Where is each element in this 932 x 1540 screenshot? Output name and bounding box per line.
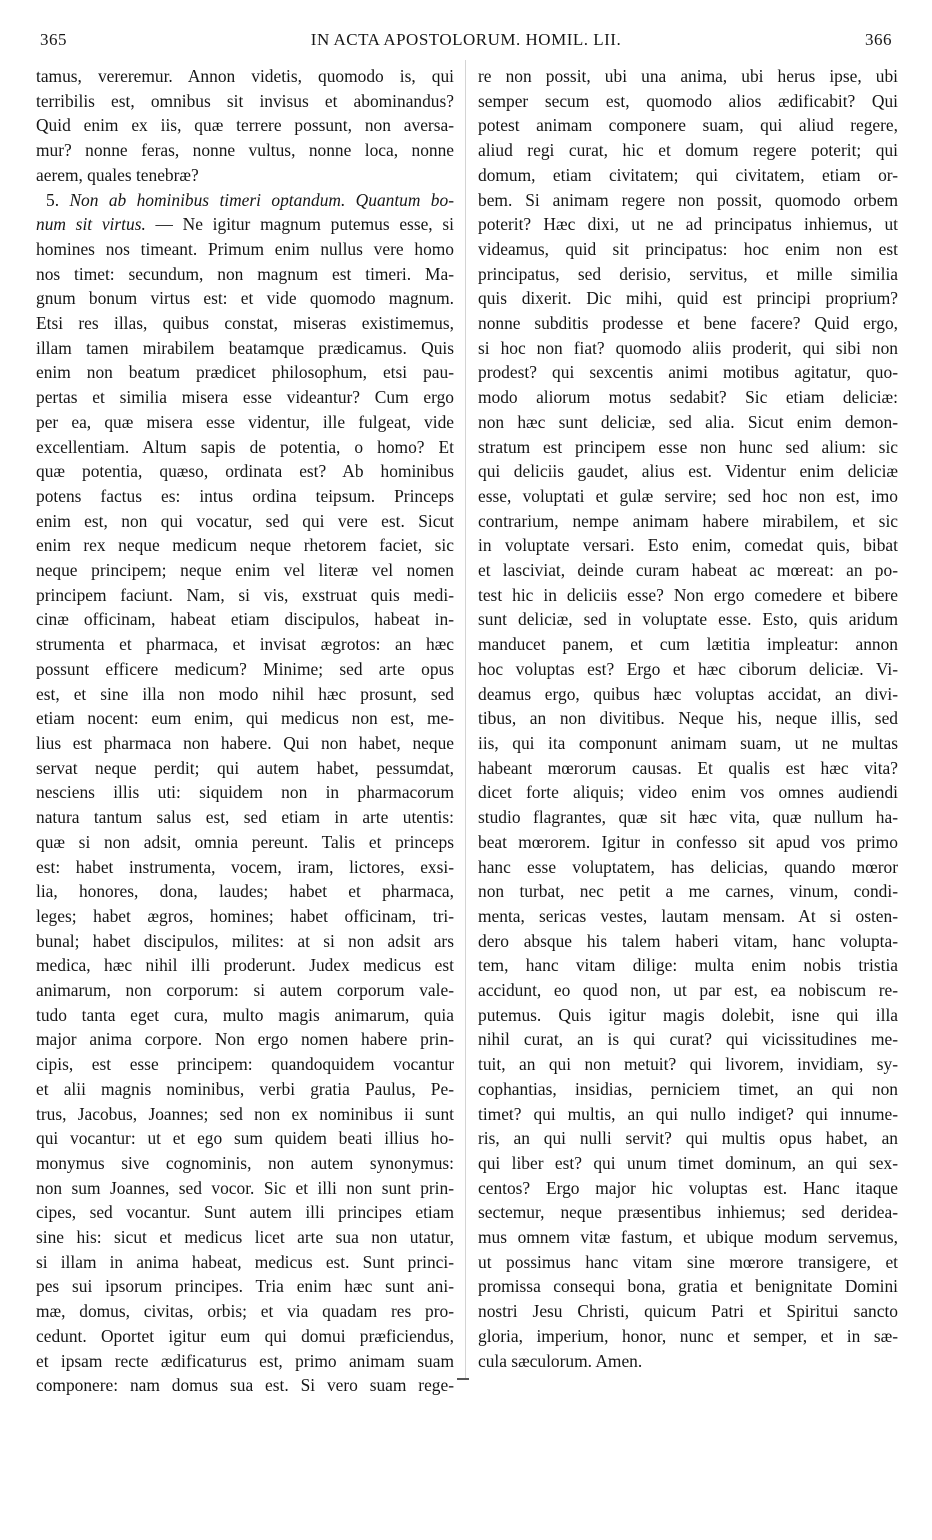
text-line: cipis, est esse principem: quandoquidem vocantur [36, 1054, 454, 1075]
text-line: lius est pharmaca non habere. Qui non habet, neque [36, 732, 454, 753]
text-line: servat neque perdit; qui autem habet, pessumdat, [36, 757, 454, 778]
text-line: Quid enim ex iis, quæ terrere possunt, non aversa- [36, 115, 454, 136]
text-line: non turbat, nec petit a me carnes, vinum, condi- [478, 881, 898, 902]
text-line: componere: nam domus sua est. Si vero suam rege- [36, 1375, 454, 1396]
text-line: aliud regi curat, hic et domum regere poterit; qui [478, 140, 898, 161]
text-line: illam tamen mirabilem beatamque prædicamus. Quis [36, 337, 454, 358]
text-line: homines nos timeant. Primum enim nullus vere homo [36, 238, 454, 259]
section-title-cont: num sit virtus. [36, 214, 146, 235]
text-line: contrarium, nempe animam habere mirabilem, et sic [478, 510, 898, 531]
text-line: quis dixerit. Dic mihi, quid est principi proprium? [478, 288, 898, 309]
text-line: dero absque his talem haberi vitam, hanc volupta- [478, 930, 898, 951]
text-line: cophantias, insidias, perniciem timet, an qui non [478, 1078, 898, 1099]
text-line: prodest? qui sexcentis animi motibus agitatur, quo- [478, 362, 898, 383]
text-line: per ea, quæ misera esse videntur, ille fulgeat, vide [36, 411, 454, 432]
section-number: 5. [46, 189, 60, 210]
text-line: tudo tanta eget cura, multo magis animarum, quia [36, 1004, 454, 1025]
text-line: pertas et similia misera esse videantur? Cum ergo [36, 387, 454, 408]
text-line: sine his: sicut et medicus licet arte sua non utatur, [36, 1227, 454, 1248]
text-line: cedunt. Oportet igitur eum qui domui præficiendus, [36, 1325, 454, 1346]
running-head [36, 30, 896, 54]
text-line: nonne subditis prodesse et bene facere? Quid ergo, [478, 313, 898, 334]
text-line: test hic in deliciis esse? Non ergo comedere et bibere [478, 584, 898, 605]
text-line: nihil curat, an is qui curat? qui vicissitudines me- [478, 1029, 898, 1050]
text-line: ut possimus hanc vitam sine mœrore transigere, et [478, 1251, 898, 1272]
text-line: etiam nocent: eum enim, qui medicus non est, me- [36, 708, 454, 729]
text-line: tem, hanc vitam dilige: multa enim nobis tristia [478, 955, 898, 976]
text-line: esse, voluptati et gulæ servire; sed hoc non est, imo [478, 485, 898, 506]
text-line: animarum, non corporum: si autem corporum vale- [36, 980, 454, 1001]
text-line: hoc voluptas est? Ergo et hæc ciborum deliciæ. Vi- [478, 658, 898, 679]
text-line: domum, etiam civitatem; qui civitatem, etiam or- [478, 164, 898, 185]
text-line: mur? nonne feras, nonne vultus, nonne loca, nonne [36, 140, 454, 161]
text-line: est: habet instrumenta, vocem, iram, lictores, exsi- [36, 856, 454, 877]
running-title: IN ACTA APOSTOLORUM. HOMIL. LII. [310, 30, 622, 49]
text-line: promissa consequi bona, gratia et benignitate Domini [478, 1276, 898, 1297]
text-line: nos timet: secundum, non magnum est timeri. Ma- [36, 263, 454, 284]
text-line: est, et sine illa non modo nihil hæc prosunt, sed [36, 683, 454, 704]
text-line: principem faciunt. Nam, si vis, exstruat quis medi- [36, 584, 454, 605]
text-line: deamus ergo, quibus hæc voluptas accidat, an divi- [478, 683, 898, 704]
text-line: excellentiam. Altum sapis de potentia, o homo? Et [36, 436, 454, 457]
text-line [36, 212, 454, 237]
text-line: modo aliorum motus sedabit? Sic etiam deliciæ: [478, 387, 898, 408]
text-line: et alii magnis nominibus, verbi gratia Paulus, Pe- [36, 1078, 454, 1099]
text-line: medica, hæc nihil illi proderunt. Judex medicus est [36, 955, 454, 976]
section-title: Non ab hominibus timeri optandum. Quantum bo- [69, 189, 454, 210]
text-line: beat mœrorem. Igitur in confesso sit apud vos primo [478, 831, 898, 852]
text-line: nostri Jesu Christi, quicum Patri et Spiritui sancto [478, 1301, 898, 1322]
text-line: aerem, quales tenebræ? [36, 164, 199, 185]
text-line: qui liber est? qui unum timet dominum, an qui sex- [478, 1152, 898, 1173]
text-line: Etsi res illas, quibus constat, miseras existimemus, [36, 313, 454, 334]
text-line: quæ potentia, quæso, ordinata est? Ab hominibus [36, 461, 454, 482]
text-line: tuit, an qui non metuit? qui livorem, invidiam, sy- [478, 1054, 898, 1075]
text-line: major anima corpore. Non ergo nomen habere prin- [36, 1029, 454, 1050]
left-column [36, 64, 454, 1396]
text-line-rest: — Ne igitur magnum putemus esse, si [145, 214, 454, 235]
text-line: neque principem; neque enim vel literæ vel nomen [36, 560, 454, 581]
text-line: natura tantum salus est, sed etiam in arte utentis: [36, 807, 454, 828]
text-line: enim non beatum prædicet philosophum, etsi pau- [36, 362, 454, 383]
column-divider [465, 60, 466, 1380]
text-line: centos? Ergo major hic voluptas est. Hanc itaque [478, 1177, 898, 1198]
text-line: tibus, an non divitibus. Neque his, neque illis, sed [478, 708, 898, 729]
text-line: qui vocantur: ut et ego sum quidem beati illius ho- [36, 1128, 454, 1149]
text-line: lia, honores, dona, laudes; habet et pharmaca, [36, 881, 454, 902]
text-line: ris, an qui nulli servit? qui multis opus habet, an [478, 1128, 898, 1149]
text-line: si illam in anima habeat, medicus est. Sunt princi- [36, 1251, 454, 1272]
text-line: manducet panem, et cum lætitia impleatur: annon [478, 634, 898, 655]
text-line: nesciens illis uti: siquidem non in pharmacorum [36, 782, 454, 803]
text-line: enim est, non qui vocatur, sed qui vere est. Sicut [36, 510, 454, 531]
text-line: putemus. Quis igitur magis dolebit, isne qui illa [478, 1004, 898, 1025]
text-line: cinæ officinam, habeat etiam discipulos, habeat in- [36, 609, 454, 630]
text-line: et ipsam recte ædificaturus est, primo animam suam [36, 1350, 454, 1371]
text-line: quæ si non adsit, omnia pereunt. Talis et princeps [36, 831, 454, 852]
text-line: gnum bonum virtus est: et vide quomodo magnum. [36, 288, 454, 309]
text-line: si hoc non fiat? quomodo aliis proderit, qui sibi non [478, 337, 898, 358]
text-line: habeant mœrorum causas. Et qualis est hæc vita? [478, 757, 898, 778]
text-line: timet? qui multis, an qui nullo indiget? qui innume- [478, 1103, 898, 1124]
text-line: poterit? Hæc dixi, ut ne ad principatus inhiemus, ut [478, 214, 898, 235]
text-line: sectemur, neque præsentibus inhiemus; sed deridea- [478, 1202, 898, 1223]
text-line: mæ, domus, civitas, orbis; et via quadam res pro- [36, 1301, 454, 1322]
page-number-left: 365 [40, 30, 67, 49]
text-line: gloria, imperium, honor, nunc et semper, et in sæ- [478, 1325, 898, 1346]
text-line: cula sæculorum. Amen. [478, 1350, 643, 1371]
text-line: menta, sericas vestes, lautam mensam. At si osten- [478, 905, 898, 926]
text-line: bem. Si animam regere non possit, quomodo orbem [478, 189, 898, 210]
text-line: strumenta et pharmaca, et invisat ægrotos: an hæc [36, 634, 454, 655]
text-line [36, 188, 454, 213]
text-line: terribilis est, omnibus sit invisus et abominandus? [36, 90, 454, 111]
page-mark [457, 1378, 469, 1380]
text-line: videamus, quid sit principatus: hoc enim non est [478, 238, 898, 259]
text-line: bunal; habet discipulos, milites: at si non adsit ars [36, 930, 454, 951]
text-line: sunt deliciæ, sed in voluptate esse. Esto, quis aridum [478, 609, 898, 630]
text-line: potest animam componere suam, qui aliud regere, [478, 115, 898, 136]
text-line: semper secum est, quomodo alios ædificabit? Qui [478, 90, 898, 111]
text-line: monymus sive cognominis, non autem synonymus: [36, 1152, 454, 1173]
text-line: dicet forte aliquis; video enim vos omnes audiendi [478, 782, 898, 803]
text-line: trus, Jacobus, Joannes; sed non ex nominibus ii sunt [36, 1103, 454, 1124]
text-line: pes sui ipsorum principes. Tria enim hæc sunt ani- [36, 1276, 454, 1297]
text-line: in voluptate versari. Esto enim, comedat quis, bibat [478, 535, 898, 556]
text-line: qui deliciis gaudet, alius est. Videntur enim deliciæ [478, 461, 898, 482]
text-line: tamus, vereremur. Annon videtis, quomodo is, qui [36, 66, 454, 86]
text-line: leges; habet ægros, homines; habet officinam, tri- [36, 905, 454, 926]
text-line: stratum est principem esse non hunc sed alium: sic [478, 436, 898, 457]
text-line: studio flagrantes, quæ sit hæc vita, quæ nullum ha- [478, 807, 898, 828]
page-number-right: 366 [865, 30, 892, 49]
text-line: enim rex neque medicum neque rhetorem faciet, sic [36, 535, 454, 556]
text-line: hanc esse voluptatem, has delicias, quando mœror [478, 856, 898, 877]
text-line: et lasciviat, deinde curam habeat ac mœreat: an po- [478, 560, 898, 581]
text-line: non hæc sunt deliciæ, sed alia. Sicut enim demon- [478, 411, 898, 432]
text-line: accidunt, eo quod non, ut par est, ea nobiscum re- [478, 980, 898, 1001]
text-line: potens factus es: intus ordina teipsum. Princeps [36, 485, 454, 506]
text-line: iis, qui ita componunt animam suam, ut ne multas [478, 732, 898, 753]
text-line: cipes, sed vocantur. Sunt autem illi principes etiam [36, 1202, 454, 1223]
text-line: mus omnem vitæ fastum, et ubique modum servemus, [478, 1227, 898, 1248]
text-line: possunt efficere medicum? Minime; sed arte opus [36, 658, 454, 679]
text-line: principatus, sed derisio, servitus, et mille similia [478, 263, 898, 284]
text-line: non sum Joannes, sed vocor. Sic et illi non sunt prin- [36, 1177, 454, 1198]
text-line: re non possit, ubi una anima, ubi herus ipse, ubi [478, 66, 898, 86]
right-column [478, 64, 898, 1374]
